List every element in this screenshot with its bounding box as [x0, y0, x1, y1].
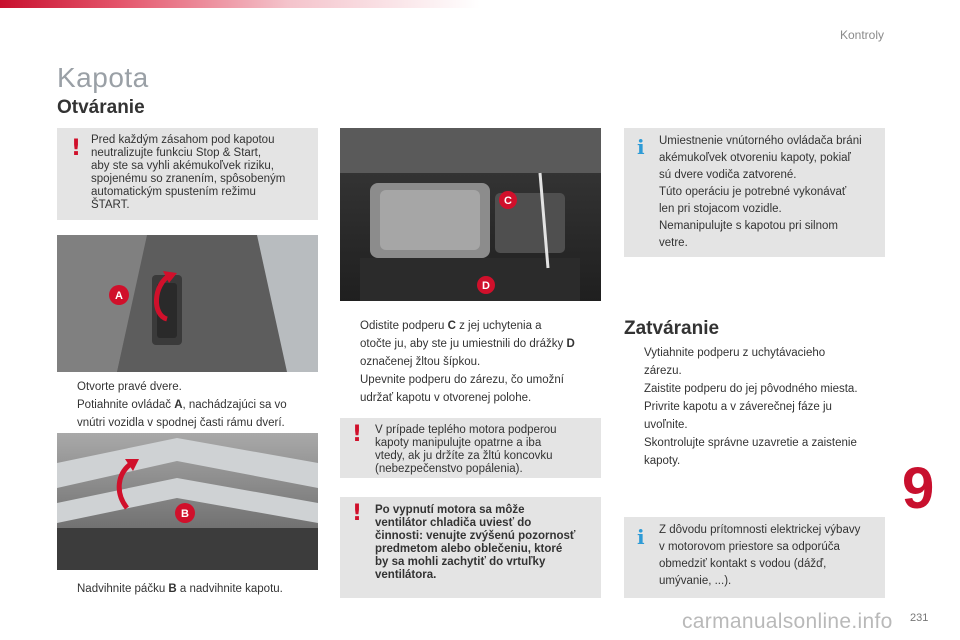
- list-item: Nadvihnite páčku B a nadvihnite kapotu.: [77, 583, 283, 595]
- chapter-number: 9: [902, 456, 935, 521]
- info-i-icon: i: [637, 135, 645, 159]
- top-accent-bar: [0, 0, 480, 8]
- info-line: vetre.: [659, 237, 688, 249]
- info-line: Túto operáciu je potrebné vykonávať: [659, 186, 847, 198]
- info-line: akémukoľvek otvoreniu kapoty, pokiaľ: [659, 152, 851, 164]
- list-item: Upevnite podperu do zárezu, čo umožní udržať kapotu v otvorenej polohe.: [360, 374, 564, 404]
- photo-interior-release-lever: [57, 235, 318, 372]
- page-number: 231: [910, 612, 929, 624]
- step1-list: [57, 378, 319, 432]
- page-title: Kapota: [57, 62, 149, 93]
- callout-a: A: [115, 290, 123, 302]
- opening-heading: Otváranie: [57, 97, 145, 118]
- step2-list: [57, 580, 319, 598]
- warning-box-fan: [340, 497, 601, 598]
- info-line: Nemanipulujte s kapotou pri silnom: [659, 220, 838, 232]
- warning-line: V prípade teplého motora podperou: [375, 424, 557, 436]
- info-line: Z dôvodu prítomnosti elektrickej výbavy: [659, 524, 861, 536]
- warning-line: ventilátor chladiča uviesť do: [375, 517, 532, 529]
- callout-d: D: [482, 280, 490, 292]
- info-line: obmedziť kontakt s vodou (dážď,: [659, 558, 827, 570]
- list-item: Privrite kapotu a v záverečnej fáze ju uvoľnite.: [644, 401, 832, 431]
- list-item: Otvorte pravé dvere.: [77, 381, 182, 393]
- warning-box-stop-start: [57, 128, 318, 220]
- info-line: umývanie, ...).: [659, 575, 732, 587]
- warning-line: automatickým spustením režimu: [91, 186, 256, 198]
- warning-line: neutralizujte funkciu Stop & Start,: [91, 147, 262, 159]
- warning-line: (nebezpečenstvo popálenia).: [375, 463, 523, 475]
- warning-line: spojenému so zranením, spôsobeným: [91, 173, 286, 185]
- label-d: D: [566, 338, 575, 350]
- warning-line: činnosti: venujte zvýšenú pozornosť: [375, 530, 576, 542]
- warning-line: Po vypnutí motora sa môže: [375, 504, 525, 516]
- closing-heading: Zatváranie: [624, 318, 720, 339]
- section-label: Kontroly: [839, 28, 884, 42]
- warning-line: ŠTART.: [91, 199, 130, 211]
- photo-grille-lever: [57, 433, 318, 570]
- info-line: Umiestnenie vnútorného ovládača bráni: [659, 135, 862, 147]
- step3-list: [340, 317, 605, 407]
- warning-line: aby ste sa vyhli akémukoľvek riziku,: [91, 160, 274, 172]
- info-box-lever: [624, 128, 885, 257]
- warning-line: kapoty manipulujte opatrne a iba: [375, 437, 542, 449]
- label-a: A: [174, 399, 183, 411]
- info-i-icon: i: [637, 525, 645, 549]
- warning-line: ventilátora.: [375, 569, 437, 581]
- warning-line: by sa mohli zachytiť do vrtuľky: [375, 556, 546, 568]
- warning-exclamation-icon: !: [352, 501, 363, 526]
- warning-box-hot-engine: [340, 418, 601, 478]
- info-line: sú dvere vodiča zatvorené.: [659, 169, 797, 181]
- callout-c: C: [504, 195, 512, 207]
- info-line: len pri stojacom vozidle.: [659, 203, 782, 215]
- watermark-text: carmanualsonline.info: [682, 610, 893, 633]
- warning-exclamation-icon: !: [352, 422, 363, 447]
- label-c: C: [447, 320, 456, 332]
- list-item: Vytiahnite podperu z uchytávacieho zárezu.: [644, 347, 826, 377]
- list-item: Skontrolujte správne uzavretie a zaistenie kapoty.: [644, 437, 857, 467]
- warning-line: predmetom alebo oblečeniu, ktoré: [375, 543, 563, 555]
- callout-b: B: [181, 508, 189, 520]
- warning-line: Pred každým zásahom pod kapotou: [91, 134, 275, 146]
- list-item: Zaistite podperu do jej pôvodného miesta.: [644, 383, 858, 395]
- warning-line: vtedy, ak ju držíte za žltú koncovku: [375, 450, 553, 462]
- list-item: Odistite podperu C z jej uchytenia a otočte ju, aby ste ju umiestnili do drážky D označenej žltou šípkou.: [360, 320, 575, 368]
- label-b: B: [168, 583, 177, 595]
- info-box-electrical: [624, 517, 885, 598]
- warning-exclamation-icon: !: [71, 136, 82, 161]
- photo-engine-bay: [340, 128, 601, 301]
- closing-list: [624, 344, 886, 470]
- list-item: Potiahnite ovládač A, nachádzajúci sa vo vnútri vozidla v spodnej časti rámu dverí.: [77, 399, 287, 429]
- info-line: v motorovom priestore sa odporúča: [659, 541, 840, 553]
